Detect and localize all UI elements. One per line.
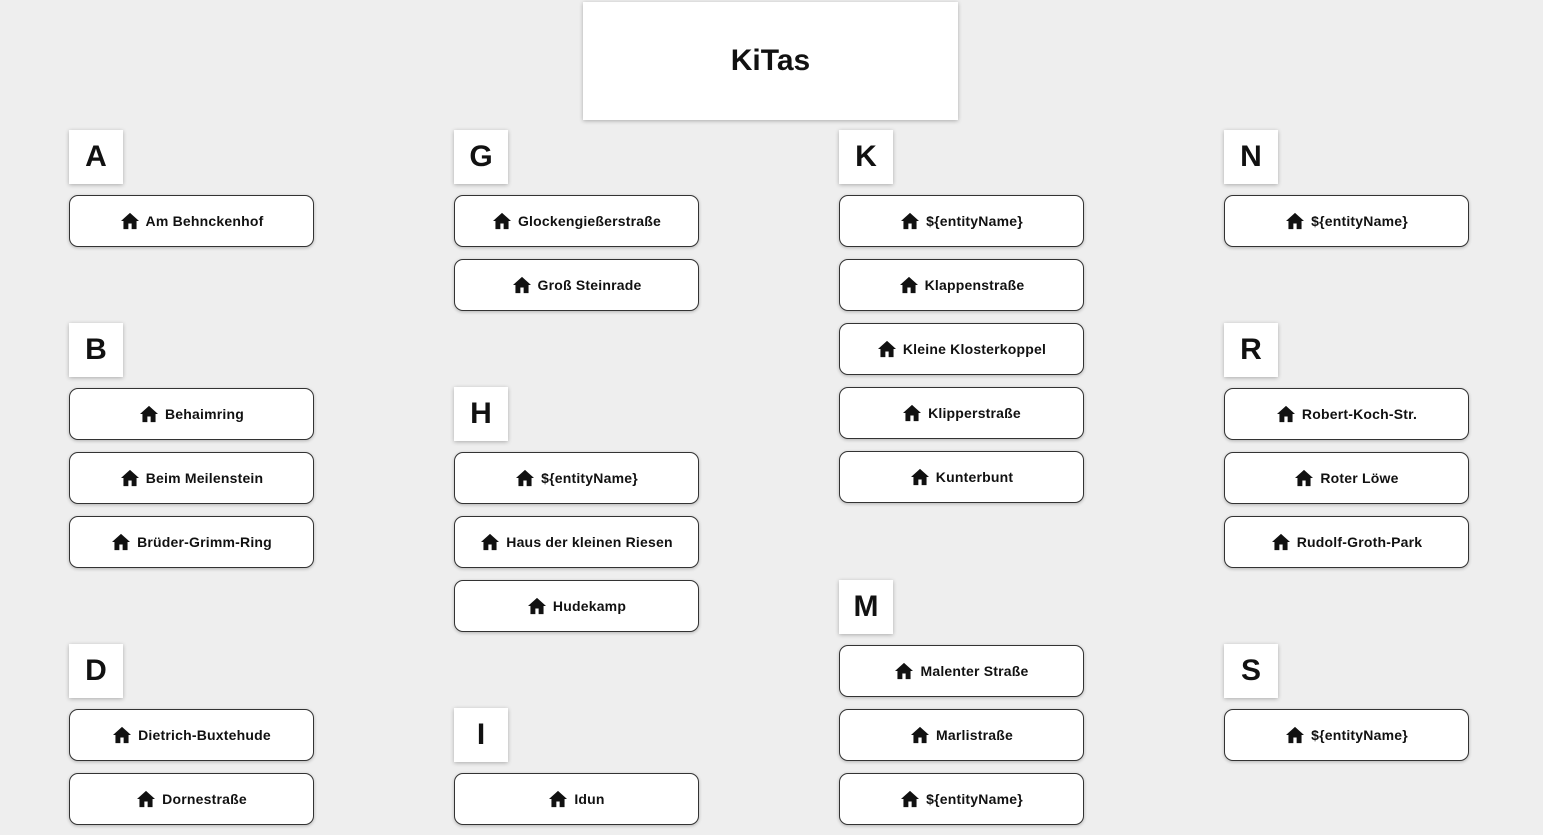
kita-label: Kleine Klosterkoppel [902, 341, 1047, 357]
section-letter-k: K [839, 130, 893, 184]
kita-label: Haus der kleinen Riesen [506, 534, 673, 550]
kita-label: Roter Löwe [1320, 470, 1399, 486]
home-icon [900, 212, 920, 230]
title-card [583, 2, 958, 120]
home-icon [899, 276, 919, 294]
home-icon [139, 405, 159, 423]
section-letter-d: D [69, 644, 123, 698]
kita-button[interactable] [839, 645, 1084, 697]
home-icon [120, 212, 140, 230]
kita-label: Klappenstraße [924, 277, 1025, 293]
home-icon [877, 340, 897, 358]
kita-label: Idun [574, 791, 605, 807]
section-letter-i: I [454, 708, 508, 762]
kita-label: ${entityName} [1311, 727, 1408, 743]
kita-button[interactable] [69, 516, 314, 568]
kita-label: Brüder-Grimm-Ring [137, 534, 272, 550]
kita-label: Dietrich-Buxtehude [138, 727, 271, 743]
kita-label: ${entityName} [926, 213, 1023, 229]
kita-button[interactable] [839, 451, 1084, 503]
home-icon [1271, 533, 1291, 551]
home-icon [480, 533, 500, 551]
kita-label: Beim Meilenstein [145, 470, 264, 486]
kita-button[interactable] [839, 259, 1084, 311]
kita-label: ${entityName} [926, 791, 1023, 807]
kita-button[interactable] [839, 323, 1084, 375]
kita-label: Behaimring [164, 406, 244, 422]
kita-button[interactable] [69, 773, 314, 825]
section-letter-m: M [839, 580, 893, 634]
kita-label: Groß Steinrade [537, 277, 642, 293]
home-icon [515, 469, 535, 487]
kita-button[interactable] [69, 452, 314, 504]
kita-button[interactable] [454, 580, 699, 632]
kita-label: ${entityName} [1311, 213, 1408, 229]
kita-label: Dornestraße [162, 791, 247, 807]
section-letter-s: S [1224, 644, 1278, 698]
kita-button[interactable] [454, 452, 699, 504]
kita-button[interactable] [454, 773, 699, 825]
kita-button[interactable] [454, 195, 699, 247]
home-icon [894, 662, 914, 680]
section-letter-a: A [69, 130, 123, 184]
kita-label: Malenter Straße [920, 663, 1029, 679]
home-icon [548, 790, 568, 808]
home-icon [1276, 405, 1296, 423]
kita-button[interactable] [1224, 516, 1469, 568]
kita-button[interactable] [1224, 388, 1469, 440]
kita-label: ${entityName} [541, 470, 638, 486]
kita-button[interactable] [1224, 195, 1469, 247]
page-title: KiTas [730, 44, 811, 77]
home-icon [1294, 469, 1314, 487]
kita-label: Rudolf-Groth-Park [1296, 534, 1423, 550]
home-icon [1285, 726, 1305, 744]
home-icon [1285, 212, 1305, 230]
kita-button[interactable] [69, 709, 314, 761]
home-icon [112, 726, 132, 744]
home-icon [900, 790, 920, 808]
kita-label: Klipperstraße [928, 405, 1021, 421]
home-icon [910, 726, 930, 744]
section-letter-g: G [454, 130, 508, 184]
kita-button[interactable] [1224, 709, 1469, 761]
section-letter-h: H [454, 387, 508, 441]
kita-button[interactable] [1224, 452, 1469, 504]
kita-button[interactable] [839, 773, 1084, 825]
kita-label: Hudekamp [552, 598, 627, 614]
kita-button[interactable] [69, 195, 314, 247]
home-icon [492, 212, 512, 230]
home-icon [910, 468, 930, 486]
kita-label: Am Behnckenhof [145, 213, 264, 229]
home-icon [120, 469, 140, 487]
kita-button[interactable] [839, 709, 1084, 761]
kita-button[interactable] [454, 516, 699, 568]
home-icon [512, 276, 532, 294]
kita-button[interactable] [839, 387, 1084, 439]
section-letter-b: B [69, 323, 123, 377]
kita-button[interactable] [69, 388, 314, 440]
home-icon [527, 597, 547, 615]
section-letter-n: N [1224, 130, 1278, 184]
kita-label: Kunterbunt [935, 469, 1014, 485]
home-icon [902, 404, 922, 422]
kita-label: Marlistraße [936, 727, 1013, 743]
kita-button[interactable] [839, 195, 1084, 247]
section-letter-r: R [1224, 323, 1278, 377]
home-icon [136, 790, 156, 808]
kita-label: Glockengießerstraße [517, 213, 662, 229]
home-icon [111, 533, 131, 551]
kita-button[interactable] [454, 259, 699, 311]
kita-label: Robert-Koch-Str. [1301, 406, 1418, 422]
